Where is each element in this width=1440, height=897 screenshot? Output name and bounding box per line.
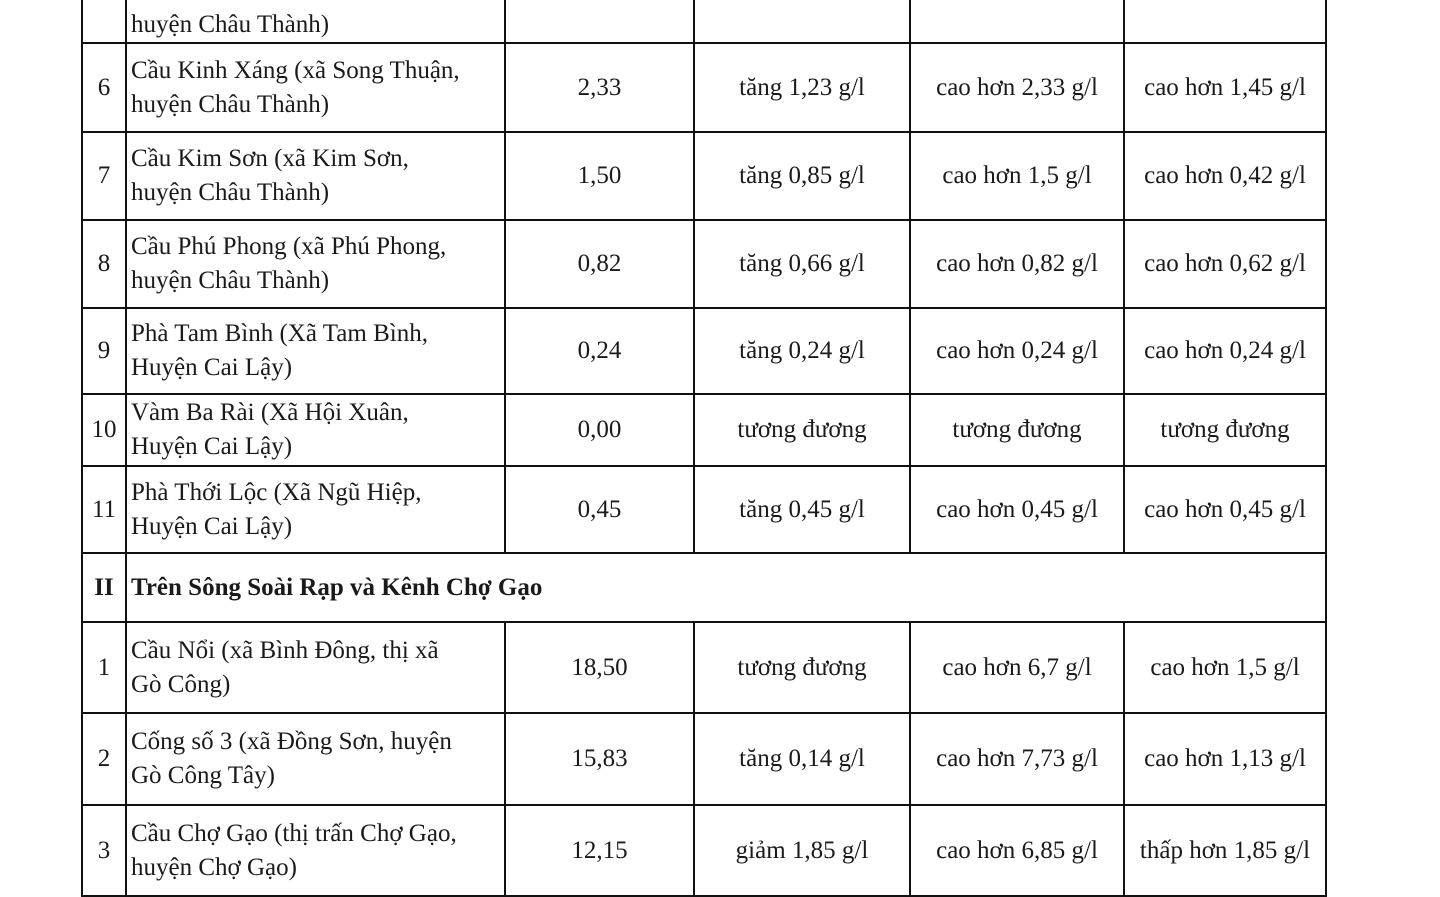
comparison-cell-a: cao hơn 6,85 g/l xyxy=(910,805,1124,896)
comparison-cell-b: cao hơn 1,5 g/l xyxy=(1124,622,1326,713)
comparison-cell-b: tương đương xyxy=(1124,394,1326,466)
row-number-cell: 3 xyxy=(82,805,126,896)
salinity-value-cell xyxy=(505,0,694,43)
location-line: Gò Công Tây) xyxy=(131,762,275,789)
salinity-value-cell: 0,82 xyxy=(505,220,694,308)
comparison-cell-b: cao hơn 0,45 g/l xyxy=(1124,466,1326,553)
row-number-cell: 2 xyxy=(82,713,126,805)
salinity-value-cell: 1,50 xyxy=(505,132,694,220)
location-cell xyxy=(126,622,505,713)
salinity-value-cell: 12,15 xyxy=(505,805,694,896)
change-vs-previous-cell: tăng 0,24 g/l xyxy=(694,308,910,394)
location-line: huyện Châu Thành) xyxy=(131,11,330,38)
row-number-cell: 9 xyxy=(82,308,126,394)
location-line: Cống số 3 (xã Đồng Sơn, huyện xyxy=(131,728,452,755)
location-line: Cầu Nổi (xã Bình Đông, thị xã xyxy=(131,636,439,664)
location-line: Huyện Cai Lậy) xyxy=(131,512,293,540)
section-header-row xyxy=(82,553,1326,622)
change-vs-previous-cell: giảm 1,85 g/l xyxy=(694,805,910,896)
location-line: Phà Tam Bình (Xã Tam Bình, xyxy=(131,320,428,347)
location-cell xyxy=(126,308,505,394)
table-row xyxy=(82,622,1326,713)
row-number-cell: 11 xyxy=(82,466,126,553)
comparison-cell-a: cao hơn 1,5 g/l xyxy=(910,132,1124,220)
salinity-value-cell: 2,33 xyxy=(505,43,694,132)
location-line: Cầu Phú Phong (xã Phú Phong, xyxy=(131,233,447,260)
table-row xyxy=(82,713,1326,805)
change-vs-previous-cell: tăng 1,23 g/l xyxy=(694,43,910,132)
comparison-cell-b: cao hơn 1,13 g/l xyxy=(1124,713,1326,805)
table-body-section-2 xyxy=(82,622,1326,896)
salinity-value-cell: 0,45 xyxy=(505,466,694,553)
change-vs-previous-cell: tương đương xyxy=(694,394,910,466)
location-line: Vàm Ba Rài (Xã Hội Xuân, xyxy=(131,399,409,426)
location-cell xyxy=(126,713,505,805)
location-cell xyxy=(126,220,505,308)
table-row xyxy=(82,805,1326,896)
location-line: Phà Thới Lộc (Xã Ngũ Hiệp, xyxy=(131,478,422,506)
location-line: huyện Châu Thành) xyxy=(131,90,330,118)
location-line: Cầu Kinh Xáng (xã Song Thuận, xyxy=(131,56,460,84)
change-vs-previous-cell: tương đương xyxy=(694,622,910,713)
row-number-cell: 7 xyxy=(82,132,126,220)
change-vs-previous-cell: tăng 0,14 g/l xyxy=(694,713,910,805)
row-number-cell: 6 xyxy=(82,43,126,132)
comparison-cell-a: tương đương xyxy=(910,394,1124,466)
location-line xyxy=(131,0,504,8)
location-cell xyxy=(126,43,505,132)
section-title: Trên Sông Soài Rạp và Kênh Chợ Gạo xyxy=(126,553,1326,622)
comparison-cell-a: cao hơn 2,33 g/l xyxy=(910,43,1124,132)
row-number-cell: 8 xyxy=(82,220,126,308)
table-row xyxy=(82,308,1326,394)
table-body-section-2-header xyxy=(82,553,1326,622)
table-row xyxy=(82,43,1326,132)
table-row xyxy=(82,220,1326,308)
change-vs-previous-cell: tăng 0,66 g/l xyxy=(694,220,910,308)
comparison-cell-b: cao hơn 0,62 g/l xyxy=(1124,220,1326,308)
comparison-cell-a xyxy=(910,0,1124,43)
comparison-cell-b: cao hơn 0,42 g/l xyxy=(1124,132,1326,220)
location-line: huyện Châu Thành) xyxy=(131,179,330,206)
comparison-cell-a: cao hơn 7,73 g/l xyxy=(910,713,1124,805)
location-line: Gò Công) xyxy=(131,670,231,698)
comparison-cell-b: cao hơn 0,24 g/l xyxy=(1124,308,1326,394)
comparison-cell-a: cao hơn 6,7 g/l xyxy=(910,622,1124,713)
location-line: Cầu Kim Sơn (xã Kim Sơn, xyxy=(131,145,409,172)
location-cell xyxy=(126,0,505,43)
comparison-cell-b: cao hơn 1,45 g/l xyxy=(1124,43,1326,132)
table-row xyxy=(82,0,1326,43)
row-number-cell: 10 xyxy=(82,394,126,466)
comparison-cell-b: thấp hơn 1,85 g/l xyxy=(1124,805,1326,896)
location-cell xyxy=(126,132,505,220)
table-row xyxy=(82,466,1326,553)
salinity-value-cell: 0,24 xyxy=(505,308,694,394)
comparison-cell-a: cao hơn 0,45 g/l xyxy=(910,466,1124,553)
change-vs-previous-cell: tăng 0,85 g/l xyxy=(694,132,910,220)
row-number-cell xyxy=(82,0,126,43)
salinity-value-cell: 15,83 xyxy=(505,713,694,805)
location-line: Huyện Cai Lậy) xyxy=(131,354,293,381)
location-cell xyxy=(126,805,505,896)
location-line: Cầu Chợ Gạo (thị trấn Chợ Gạo, xyxy=(131,819,457,847)
change-vs-previous-cell xyxy=(694,0,910,43)
location-line: huyện Châu Thành) xyxy=(131,267,330,294)
section-number: II xyxy=(82,553,126,622)
location-line: Huyện Cai Lậy) xyxy=(131,433,293,460)
salinity-value-cell: 18,50 xyxy=(505,622,694,713)
salinity-table xyxy=(81,0,1327,897)
row-number-cell: 1 xyxy=(82,622,126,713)
location-cell xyxy=(126,394,505,466)
table-row xyxy=(82,132,1326,220)
location-line: huyện Chợ Gạo) xyxy=(131,853,297,881)
comparison-cell-a: cao hơn 0,82 g/l xyxy=(910,220,1124,308)
table-row xyxy=(82,394,1326,466)
comparison-cell-b xyxy=(1124,0,1326,43)
table-body-section-1 xyxy=(82,0,1326,553)
location-cell xyxy=(126,466,505,553)
change-vs-previous-cell: tăng 0,45 g/l xyxy=(694,466,910,553)
salinity-value-cell: 0,00 xyxy=(505,394,694,466)
comparison-cell-a: cao hơn 0,24 g/l xyxy=(910,308,1124,394)
